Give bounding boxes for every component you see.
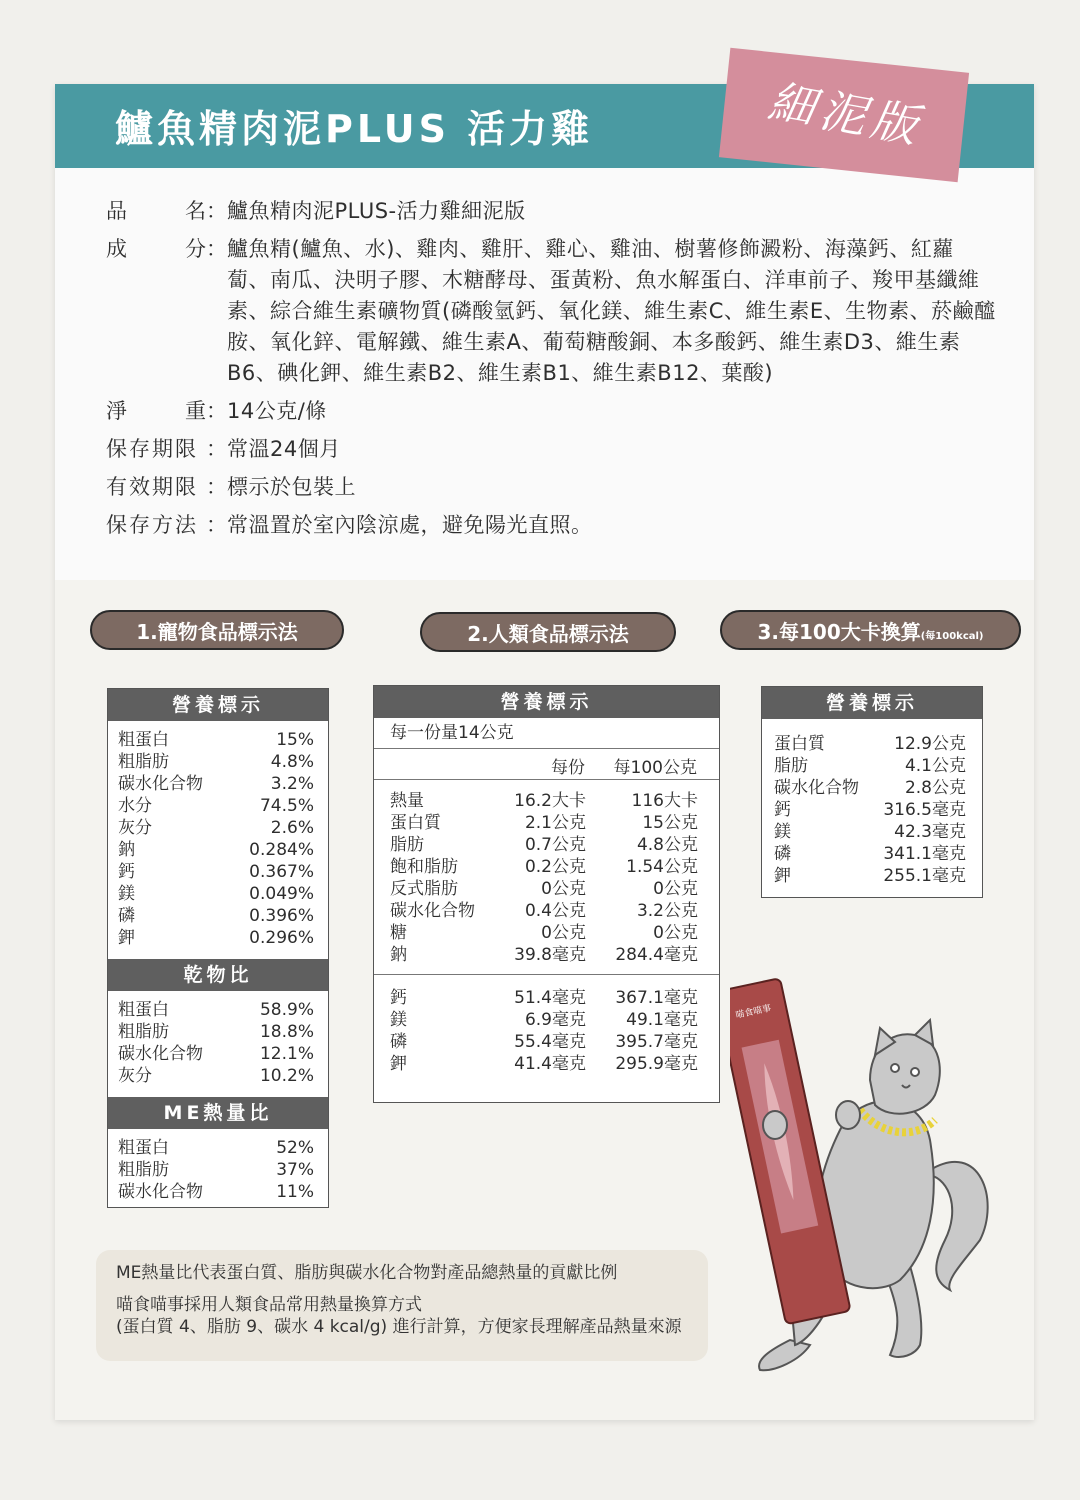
column-headers	[374, 749, 719, 780]
nutrient-name: 反式脂肪	[390, 879, 458, 899]
info-row	[106, 396, 996, 427]
section-pet-label: 1.寵物食品標示法	[90, 610, 344, 650]
per-serving-value: 16.2大卡	[514, 791, 586, 811]
info-colon: ：	[206, 513, 227, 537]
info-row	[106, 510, 996, 541]
nutrient-name: 灰分	[118, 818, 152, 838]
info-label: 成 分	[106, 237, 206, 261]
variant-badge: 細泥版	[764, 73, 928, 155]
energy-note	[96, 1250, 708, 1361]
info-row	[106, 234, 996, 389]
per-100g-value: 367.1毫克	[615, 988, 698, 1008]
kcal-row	[774, 821, 966, 843]
nutrient-name: 粗蛋白	[118, 1000, 169, 1020]
per-100g-value: 3.2公克	[636, 901, 698, 921]
mineral-row	[390, 1053, 698, 1075]
nutrient-name: 碳水化合物	[390, 901, 475, 921]
me-row	[118, 1159, 314, 1181]
section-kcal-label: 3.每100大卡換算(每100kcal)	[720, 610, 1021, 650]
human-row	[390, 922, 698, 944]
nutrient-value: 12.9公克	[894, 734, 966, 754]
info-value: 標示於包裝上	[227, 475, 356, 499]
nutrient-name: 脂肪	[390, 835, 424, 855]
nutrient-value: 3.2%	[270, 774, 314, 794]
dry-matter-header: 乾物比	[108, 959, 328, 991]
nutrient-name: 水分	[118, 796, 152, 816]
nutrient-name: 粗脂肪	[118, 1022, 169, 1042]
dry-row	[118, 1021, 314, 1043]
human-nutrition-table	[373, 685, 720, 1103]
info-colon: ：	[206, 199, 227, 223]
info-label: 保存方法	[106, 513, 198, 537]
nutrient-value: 10.2%	[259, 1066, 314, 1086]
nutrient-value: 0.296%	[249, 928, 314, 948]
nutrient-value: 12.1%	[259, 1044, 314, 1064]
per-100g-value: 284.4毫克	[615, 945, 698, 965]
pet-row	[118, 751, 314, 773]
dry-row	[118, 999, 314, 1021]
nutrient-value: 74.5%	[259, 796, 314, 816]
nutrient-value: 2.6%	[270, 818, 314, 838]
kcal-row	[774, 733, 966, 755]
nutrient-name: 熱量	[390, 791, 424, 811]
info-label: 品 名	[106, 199, 206, 223]
nutrient-value: 0.367%	[249, 862, 314, 882]
per-serving-value: 55.4毫克	[514, 1032, 586, 1052]
divider	[374, 974, 719, 975]
note-line-2: 喵食喵事採用人類食品常用熱量換算方式	[116, 1295, 422, 1315]
info-colon: ：	[206, 399, 227, 423]
nutrient-name: 鈣	[390, 988, 407, 1008]
nutrient-value: 2.8公克	[904, 778, 966, 798]
info-label: 有效期限	[106, 475, 198, 499]
info-value: 常溫24個月	[227, 437, 341, 461]
per-serving-value: 51.4毫克	[514, 988, 586, 1008]
human-row	[390, 790, 698, 812]
nutrient-value: 316.5毫克	[883, 800, 966, 820]
per-100g-value: 49.1毫克	[626, 1010, 698, 1030]
per-100g-value: 0公克	[653, 879, 698, 899]
serving-size: 每一份量14公克	[374, 718, 719, 749]
col-per-serving: 每份	[551, 758, 585, 778]
kcal-row	[774, 865, 966, 887]
per-100g-value: 295.9毫克	[615, 1054, 698, 1074]
per-serving-value: 41.4毫克	[514, 1054, 586, 1074]
pet-row	[118, 795, 314, 817]
human-row	[390, 856, 698, 878]
nutrient-value: 18.8%	[259, 1022, 314, 1042]
mineral-row	[390, 1031, 698, 1053]
pet-row	[118, 883, 314, 905]
nutrient-name: 碳水化合物	[774, 778, 859, 798]
per-serving-value: 0公克	[541, 923, 586, 943]
nutrient-name: 碳水化合物	[118, 774, 203, 794]
pet-row	[118, 817, 314, 839]
dry-row	[118, 1043, 314, 1065]
info-label: 保存期限	[106, 437, 198, 461]
pet-table-header: 營養標示	[108, 689, 328, 721]
nutrient-name: 碳水化合物	[118, 1044, 203, 1064]
me-row	[118, 1181, 314, 1203]
info-value: 鱸魚精(鱸魚、水)、雞肉、雞肝、雞心、雞油、樹薯修飾澱粉、海藻鈣、紅蘿蔔、南瓜、決明子膠、木糖酵母、蛋黃粉、魚水解蛋白、洋車前子、羧甲基纖維素、綜合維生素礦物質(磷酸氫鈣、氧化鎂、維生素C、維生素E、生物素、菸鹼醯胺、氧化鋅、電解鐵、維生素A、葡萄糖酸銅、本多酸鈣、維生素D3、維生素B6、碘化鉀、維生素B2、維生素B1、維生素B12、葉酸)	[227, 237, 996, 385]
nutrient-value: 4.1公克	[904, 756, 966, 776]
nutrient-name: 鉀	[118, 928, 135, 948]
nutrient-name: 糖	[390, 923, 407, 943]
info-row	[106, 196, 996, 227]
per-serving-value: 0.7公克	[524, 835, 586, 855]
per-serving-value: 39.8毫克	[514, 945, 586, 965]
human-row	[390, 834, 698, 856]
dry-row	[118, 1065, 314, 1087]
nutrient-name: 鎂	[390, 1010, 407, 1030]
col-per-100g: 每100公克	[613, 758, 697, 778]
per-100g-value: 1.54公克	[626, 857, 698, 877]
per-serving-value: 0.2公克	[524, 857, 586, 877]
nutrient-name: 粗脂肪	[118, 1160, 169, 1180]
info-row	[106, 434, 996, 465]
info-value: 14公克/條	[227, 399, 327, 423]
nutrient-name: 鉀	[774, 866, 791, 886]
me-ratio-header: ME熱量比	[108, 1097, 328, 1129]
info-value: 常溫置於室內陰涼處，避免陽光直照。	[227, 513, 593, 537]
per-serving-value: 0公克	[541, 879, 586, 899]
nutrient-value: 0.396%	[249, 906, 314, 926]
nutrient-name: 飽和脂肪	[390, 857, 458, 877]
nutrient-value: 341.1毫克	[883, 844, 966, 864]
nutrient-value: 0.049%	[249, 884, 314, 904]
nutrient-value: 52%	[276, 1138, 314, 1158]
nutrient-name: 磷	[390, 1032, 407, 1052]
info-value: 鱸魚精肉泥PLUS-活力雞細泥版	[227, 199, 526, 223]
mineral-row	[390, 1009, 698, 1031]
human-table-header: 營養標示	[374, 686, 719, 718]
kcal-row	[774, 799, 966, 821]
human-row	[390, 812, 698, 834]
kcal-rows	[774, 733, 966, 887]
product-info	[106, 196, 996, 548]
section-human-label: 2.人類食品標示法	[420, 612, 676, 652]
pet-row	[118, 927, 314, 949]
nutrient-name: 鈣	[118, 862, 135, 882]
pet-row	[118, 839, 314, 861]
nutrient-name: 粗脂肪	[118, 752, 169, 772]
human-row	[390, 944, 698, 966]
nutrient-value: 58.9%	[259, 1000, 314, 1020]
info-row	[106, 472, 996, 503]
info-colon: ：	[206, 437, 227, 461]
kcal-row	[774, 843, 966, 865]
nutrient-name: 鎂	[118, 884, 135, 904]
nutrient-value: 15%	[276, 730, 314, 750]
cat-with-product-illustration	[730, 960, 1020, 1400]
per-serving-value: 6.9毫克	[524, 1010, 586, 1030]
per-100g-value: 395.7毫克	[615, 1032, 698, 1052]
nutrient-name: 鉀	[390, 1054, 407, 1074]
info-label: 淨 重	[106, 399, 206, 423]
me-ratio-rows	[118, 1137, 314, 1203]
info-colon: ：	[206, 475, 227, 499]
nutrient-value: 37%	[276, 1160, 314, 1180]
pet-row	[118, 773, 314, 795]
note-line-1: ME熱量比代表蛋白質、脂肪與碳水化合物對產品總熱量的貢獻比例	[116, 1263, 618, 1283]
note-line-3: (蛋白質 4、脂肪 9、碳水 4 kcal/g) 進行計算，方便家長理解產品熱量來源	[116, 1317, 682, 1337]
human-row	[390, 878, 698, 900]
per-serving-value: 0.4公克	[524, 901, 586, 921]
nutrient-name: 脂肪	[774, 756, 808, 776]
dry-matter-rows	[118, 999, 314, 1087]
pet-nutrition-table	[107, 688, 329, 1208]
per-100g-value: 116大卡	[631, 791, 698, 811]
nutrient-name: 粗蛋白	[118, 730, 169, 750]
nutrient-name: 蛋白質	[390, 813, 441, 833]
nutrient-name: 灰分	[118, 1066, 152, 1086]
per-serving-value: 2.1公克	[524, 813, 586, 833]
nutrient-name: 磷	[774, 844, 791, 864]
nutrient-name: 鈣	[774, 800, 791, 820]
kcal-table-header: 營養標示	[762, 687, 982, 719]
per-100g-value: 4.8公克	[636, 835, 698, 855]
nutrient-value: 4.8%	[270, 752, 314, 772]
nutrient-name: 粗蛋白	[118, 1138, 169, 1158]
mineral-row	[390, 987, 698, 1009]
kcal-row	[774, 777, 966, 799]
nutrient-value: 0.284%	[249, 840, 314, 860]
kcal-row	[774, 755, 966, 777]
stick-brand-text: 喵食喵事	[734, 1003, 773, 1021]
nutrient-name: 蛋白質	[774, 734, 825, 754]
human-row	[390, 900, 698, 922]
nutrient-name: 磷	[118, 906, 135, 926]
nutrient-name: 碳水化合物	[118, 1182, 203, 1202]
pet-row	[118, 729, 314, 751]
kcal-nutrition-table	[761, 686, 983, 898]
nutrient-value: 42.3毫克	[894, 822, 966, 842]
product-title: 鱸魚精肉泥PLUS 活力雞	[115, 107, 594, 151]
per-100g-value: 0公克	[653, 923, 698, 943]
pet-row	[118, 861, 314, 883]
nutrient-name: 鎂	[774, 822, 791, 842]
nutrient-value: 11%	[276, 1182, 314, 1202]
me-row	[118, 1137, 314, 1159]
pet-row	[118, 905, 314, 927]
human-rows	[390, 790, 698, 966]
pet-rows	[118, 729, 314, 949]
per-100g-value: 15公克	[642, 813, 698, 833]
nutrient-value: 255.1毫克	[883, 866, 966, 886]
info-colon: ：	[206, 237, 227, 261]
nutrient-name: 鈉	[390, 945, 407, 965]
mineral-rows	[390, 987, 698, 1075]
nutrient-name: 鈉	[118, 840, 135, 860]
